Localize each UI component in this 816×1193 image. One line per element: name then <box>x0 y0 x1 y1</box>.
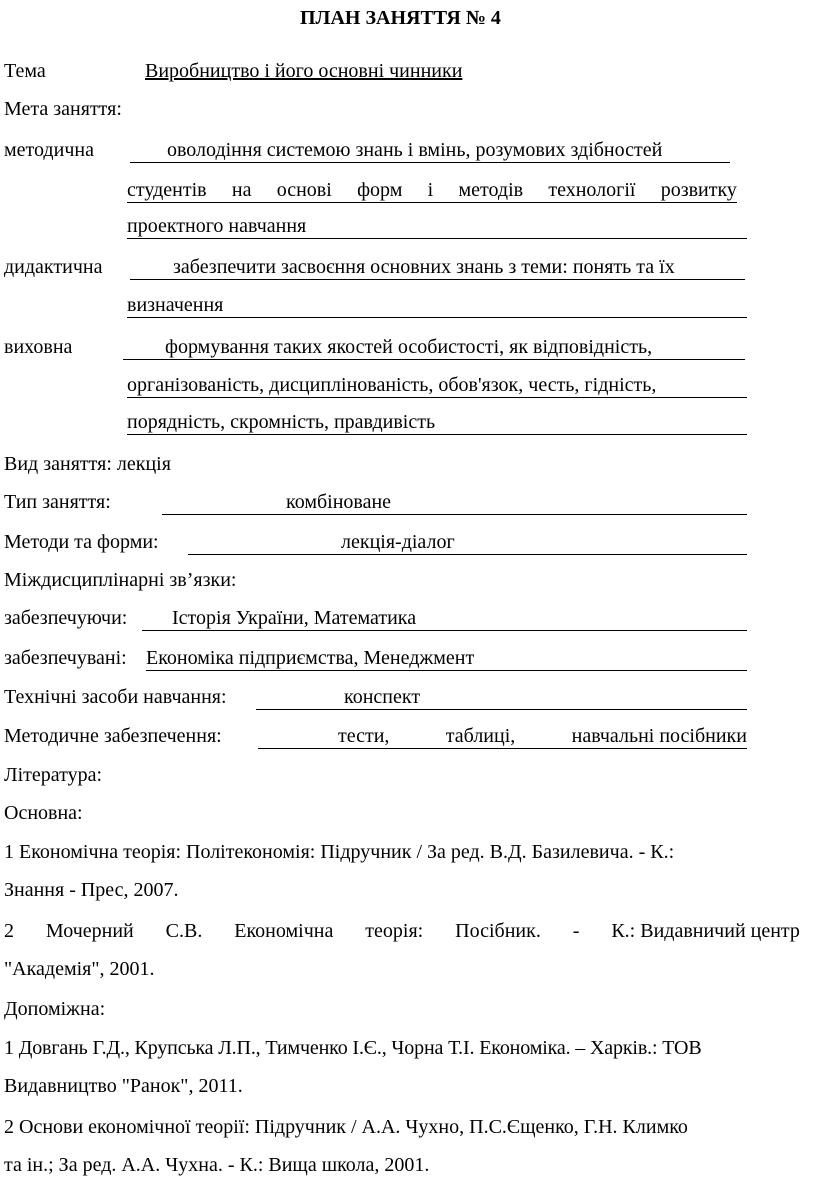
methodical-label: методична <box>4 139 94 161</box>
support-item: таблиці, <box>445 725 516 747</box>
literature-label: Література: <box>4 764 103 786</box>
lesson-type-value: комбіноване <box>162 490 747 515</box>
support-item: навчальні посібники <box>571 725 747 747</box>
word: Економічна <box>234 920 334 942</box>
word: студентів <box>127 179 207 201</box>
educational-line-2: організованість, дисциплінованість, обов'язок, честь, гідність, <box>127 373 747 398</box>
tech-means-label: Технічні засоби навчання: <box>4 686 227 708</box>
word: теорія: <box>365 920 424 942</box>
word: і <box>427 179 434 201</box>
main-ref-1-line-1: 1 Економічна теорія: Політекономія: Підручник / За ред. В.Д. Базилевича. - К.: <box>4 841 675 863</box>
educational-label: виховна <box>4 336 73 358</box>
goal-label: Мета заняття: <box>4 98 122 120</box>
word: Мочерний <box>45 920 134 942</box>
additional-ref-1-line-2: Видавництво "Ранок", 2011. <box>4 1075 243 1097</box>
word: технології <box>548 179 636 201</box>
support-item: тести, <box>338 725 390 747</box>
methodical-line-2 <box>127 178 737 203</box>
methods-label: Методи та форми: <box>4 531 159 553</box>
providing-value: Історія України, Математика <box>142 606 747 631</box>
main-label: Основна: <box>4 802 83 824</box>
additional-ref-1-line-1: 1 Довгань Г.Д., Крупська Л.П., Тимченко І.Є., Чорна Т.І. Економіка. – Харків.: ТОВ <box>4 1037 702 1059</box>
method-support-label: Методичне забезпечення: <box>4 725 222 747</box>
lesson-type-label: Тип заняття: <box>4 491 111 513</box>
method-support-value <box>258 724 747 749</box>
interdisciplinary-label: Міждисциплінарні зв’язки: <box>4 569 237 591</box>
methodical-line-1: оволодіння системою знань і вмінь, розумових здібностей <box>130 138 730 163</box>
provided-value: Економіка підприємства, Менеджмент <box>146 646 747 671</box>
providing-label: забезпечуючи: <box>4 607 128 629</box>
word: К.: Видавничий центр <box>611 920 800 942</box>
tech-means-value: конспект <box>256 685 747 710</box>
educational-line-1: формування таких якостей особистості, як відповідність, <box>123 335 745 360</box>
didactic-label: дидактична <box>4 256 103 278</box>
provided-label: забезпечувані: <box>4 647 127 669</box>
didactic-line-1: забезпечити засвоєння основних знань з теми: понять та їх <box>130 255 745 280</box>
additional-label: Допоміжна: <box>4 998 106 1020</box>
methods-value: лекція-діалог <box>188 530 747 555</box>
word: С.В. <box>165 920 203 942</box>
methodical-line-3: проектного навчання <box>127 214 747 239</box>
main-ref-2-line-1 <box>4 919 800 943</box>
additional-ref-2-line-1: 2 Основи економічної теорії: Підручник / А.А. Чухно, П.С.Єщенко, Г.Н. Климко <box>4 1116 688 1138</box>
word: розвитку <box>660 179 737 201</box>
word: - <box>572 920 580 942</box>
lesson-kind: Вид заняття: лекція <box>4 453 171 475</box>
word: форм <box>357 179 403 201</box>
didactic-line-2: визначення <box>127 293 747 318</box>
additional-ref-2-line-2: та ін.; За ред. А.А. Чухна. - К.: Вища школа, 2001. <box>4 1154 430 1176</box>
word: на <box>231 179 252 201</box>
word: основі <box>276 179 332 201</box>
main-ref-1-line-2: Знання - Прес, 2007. <box>4 879 179 901</box>
word: методів <box>458 179 524 201</box>
topic-value: Виробництво і його основні чинники <box>145 60 463 82</box>
educational-line-3: порядність, скромність, правдивість <box>127 410 747 435</box>
topic-label: Тема <box>4 60 46 82</box>
word: 2 <box>4 920 14 942</box>
word: Посібник. <box>455 920 541 942</box>
main-ref-2-line-2: "Академія", 2001. <box>4 958 155 980</box>
page-title: ПЛАН ЗАНЯТТЯ № 4 <box>300 7 501 29</box>
